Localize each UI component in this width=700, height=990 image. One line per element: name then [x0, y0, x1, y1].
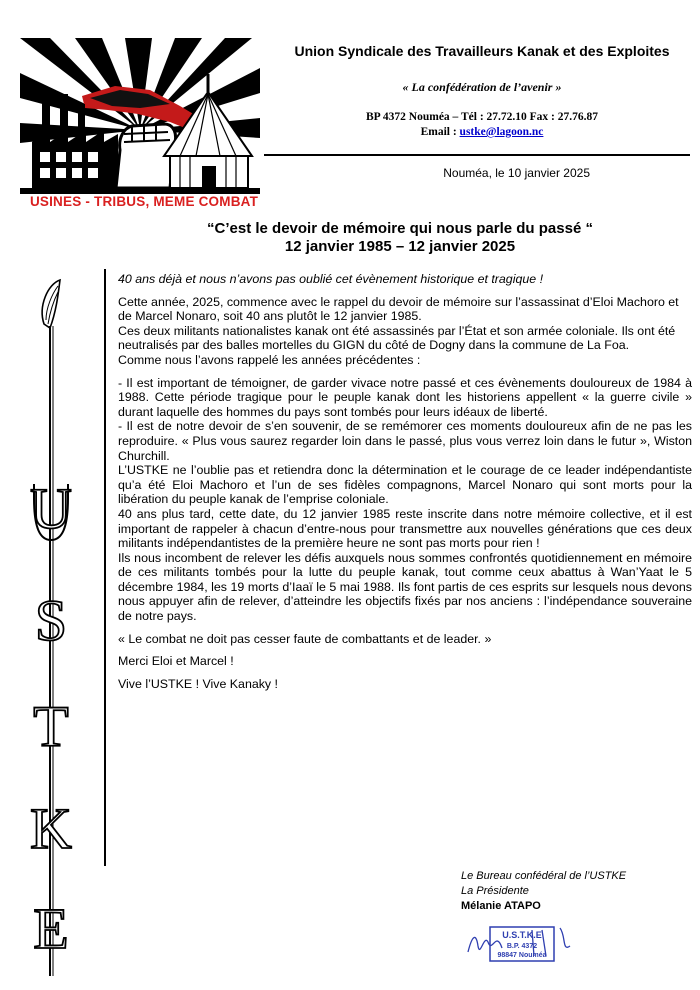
- email-line: [272, 125, 692, 140]
- paragraph-6: L’USTKE ne l’oublie pas et retiendra donc la détermination et le courage de ce leader indépendantiste qu’a été Eloi Machoro et l’un de ses fidèles compagnons, Marcel Nonaro qui sont morts pour la libération du peuple kanak de l’emprise coloniale.: [118, 463, 692, 507]
- paragraph-3: Comme nous l’avons rappelé les années précédentes :: [118, 352, 421, 367]
- paragraph-7: 40 ans plus tard, cette date, du 12 janvier 1985 reste inscrite dans notre mémoire collective, et il est important de rappeler à chacun d’entre-nous pour transmettre aux nouvelles générations que ces deux militants indépendantistes de la première heure ne sont pas morts pour rien !: [118, 506, 692, 551]
- intro-paragraph: 40 ans déjà et nous n’avons pas oublié cet évènement historique et tragique !: [118, 272, 544, 286]
- margin-rule: [104, 269, 106, 866]
- side-letter-k: K: [30, 796, 72, 861]
- letter-body: [118, 272, 692, 691]
- email-label: Email :: [420, 126, 460, 138]
- paragraph-4: - Il est important de témoigner, de garder vivace notre passé et ces évènements douloureux de 1984 à 1988. Cette période tragique pour le peuple kanak dont les historiens appellent « la guerre civile » durant laquelle des hommes du pays sont tombés pour leurs idéaux de liberté.: [118, 375, 692, 419]
- organization-name: Union Syndicale des Travailleurs Kanak et des Exploites: [294, 43, 670, 59]
- ustke-logo: [20, 38, 260, 216]
- side-letter-s: S: [34, 588, 68, 653]
- signatory-name: Mélanie ATAPO: [461, 900, 541, 912]
- official-stamp: [462, 922, 574, 966]
- organization-motto: « La confédération de l’avenir »: [402, 80, 562, 94]
- paragraph-1: Cette année, 2025, commence avec le rappel du devoir de mémoire sur l’assassinat d’Eloi Machoro et de Marcel Nonaro, soit 40 ans plutôt le 12 janvier 1985.: [118, 294, 679, 324]
- header-divider: [264, 154, 690, 156]
- letter-title: [150, 220, 650, 256]
- spear-decoration: [20, 278, 100, 978]
- side-letter-e: E: [33, 896, 69, 961]
- stamp-city: 98847 Nouméa: [497, 952, 547, 959]
- contact-line: BP 4372 Nouméa – Tél : 27.72.10 Fax : 27.76.87: [365, 111, 599, 123]
- thanks-paragraph: Merci Eloi et Marcel !: [118, 654, 234, 669]
- side-letter-t: T: [33, 694, 69, 759]
- stamp-bp: B.P. 4372: [506, 943, 538, 950]
- cheer-paragraph: Vive l’USTKE ! Vive Kanaky !: [118, 676, 279, 691]
- signature-line-2: La Présidente: [461, 885, 529, 897]
- paragraph-8: Ils nous incombent de relever les défis auxquels nous sommes confrontés quotidiennement en mémoire de ces militants tombés pour la lutte du peuple kanak, tout comme ceux abattus à Wan’Yaat le 5 décembre 1984, les 19 morts d’Iaaï le 5 mai 1988. Ils font partis de ces esprits sur lesquels nous devons nous appuyer afin de relever, d’atteindre les objectifs fixés par nos anciens : l’indépendance souveraine de notre pays.: [118, 550, 692, 624]
- email-link[interactable]: ustke@lagoon.nc: [459, 126, 544, 138]
- title-line-1: “C’est le devoir de mémoire qui nous parle du passé “: [207, 220, 593, 237]
- logo-slogan: USINES - TRIBUS, MEME COMBAT: [29, 194, 259, 209]
- side-letter-u: U: [30, 476, 72, 541]
- signature-block: [461, 869, 626, 914]
- paragraph-5: - Il est de notre devoir de s’en souvenir, de se remémorer ces moments douloureux afin de ne pas les reproduire. « Plus vous saurez regarder loin dans le passé, plus vous verrez loin dans le futur », Wiston Churchill.: [118, 419, 692, 463]
- paragraph-2: Ces deux militants nationalistes kanak ont été assassinés par l’État et son armée coloniale. Ils ont été neutralisés par des balles mortelles du GIGN du côté de Dogny dans la commune de La Foa.: [118, 323, 676, 353]
- title-line-2: 12 janvier 1985 – 12 janvier 2025: [284, 238, 516, 255]
- quote-paragraph: « Le combat ne doit pas cesser faute de combattants et de leader. »: [118, 631, 492, 646]
- letter-date: Nouméa, le 10 janvier 2025: [443, 166, 590, 180]
- signature-line-1: Le Bureau confédéral de l’USTKE: [461, 870, 627, 882]
- contact-block: [272, 110, 692, 140]
- stamp-name: U.S.T.K.E: [502, 930, 542, 940]
